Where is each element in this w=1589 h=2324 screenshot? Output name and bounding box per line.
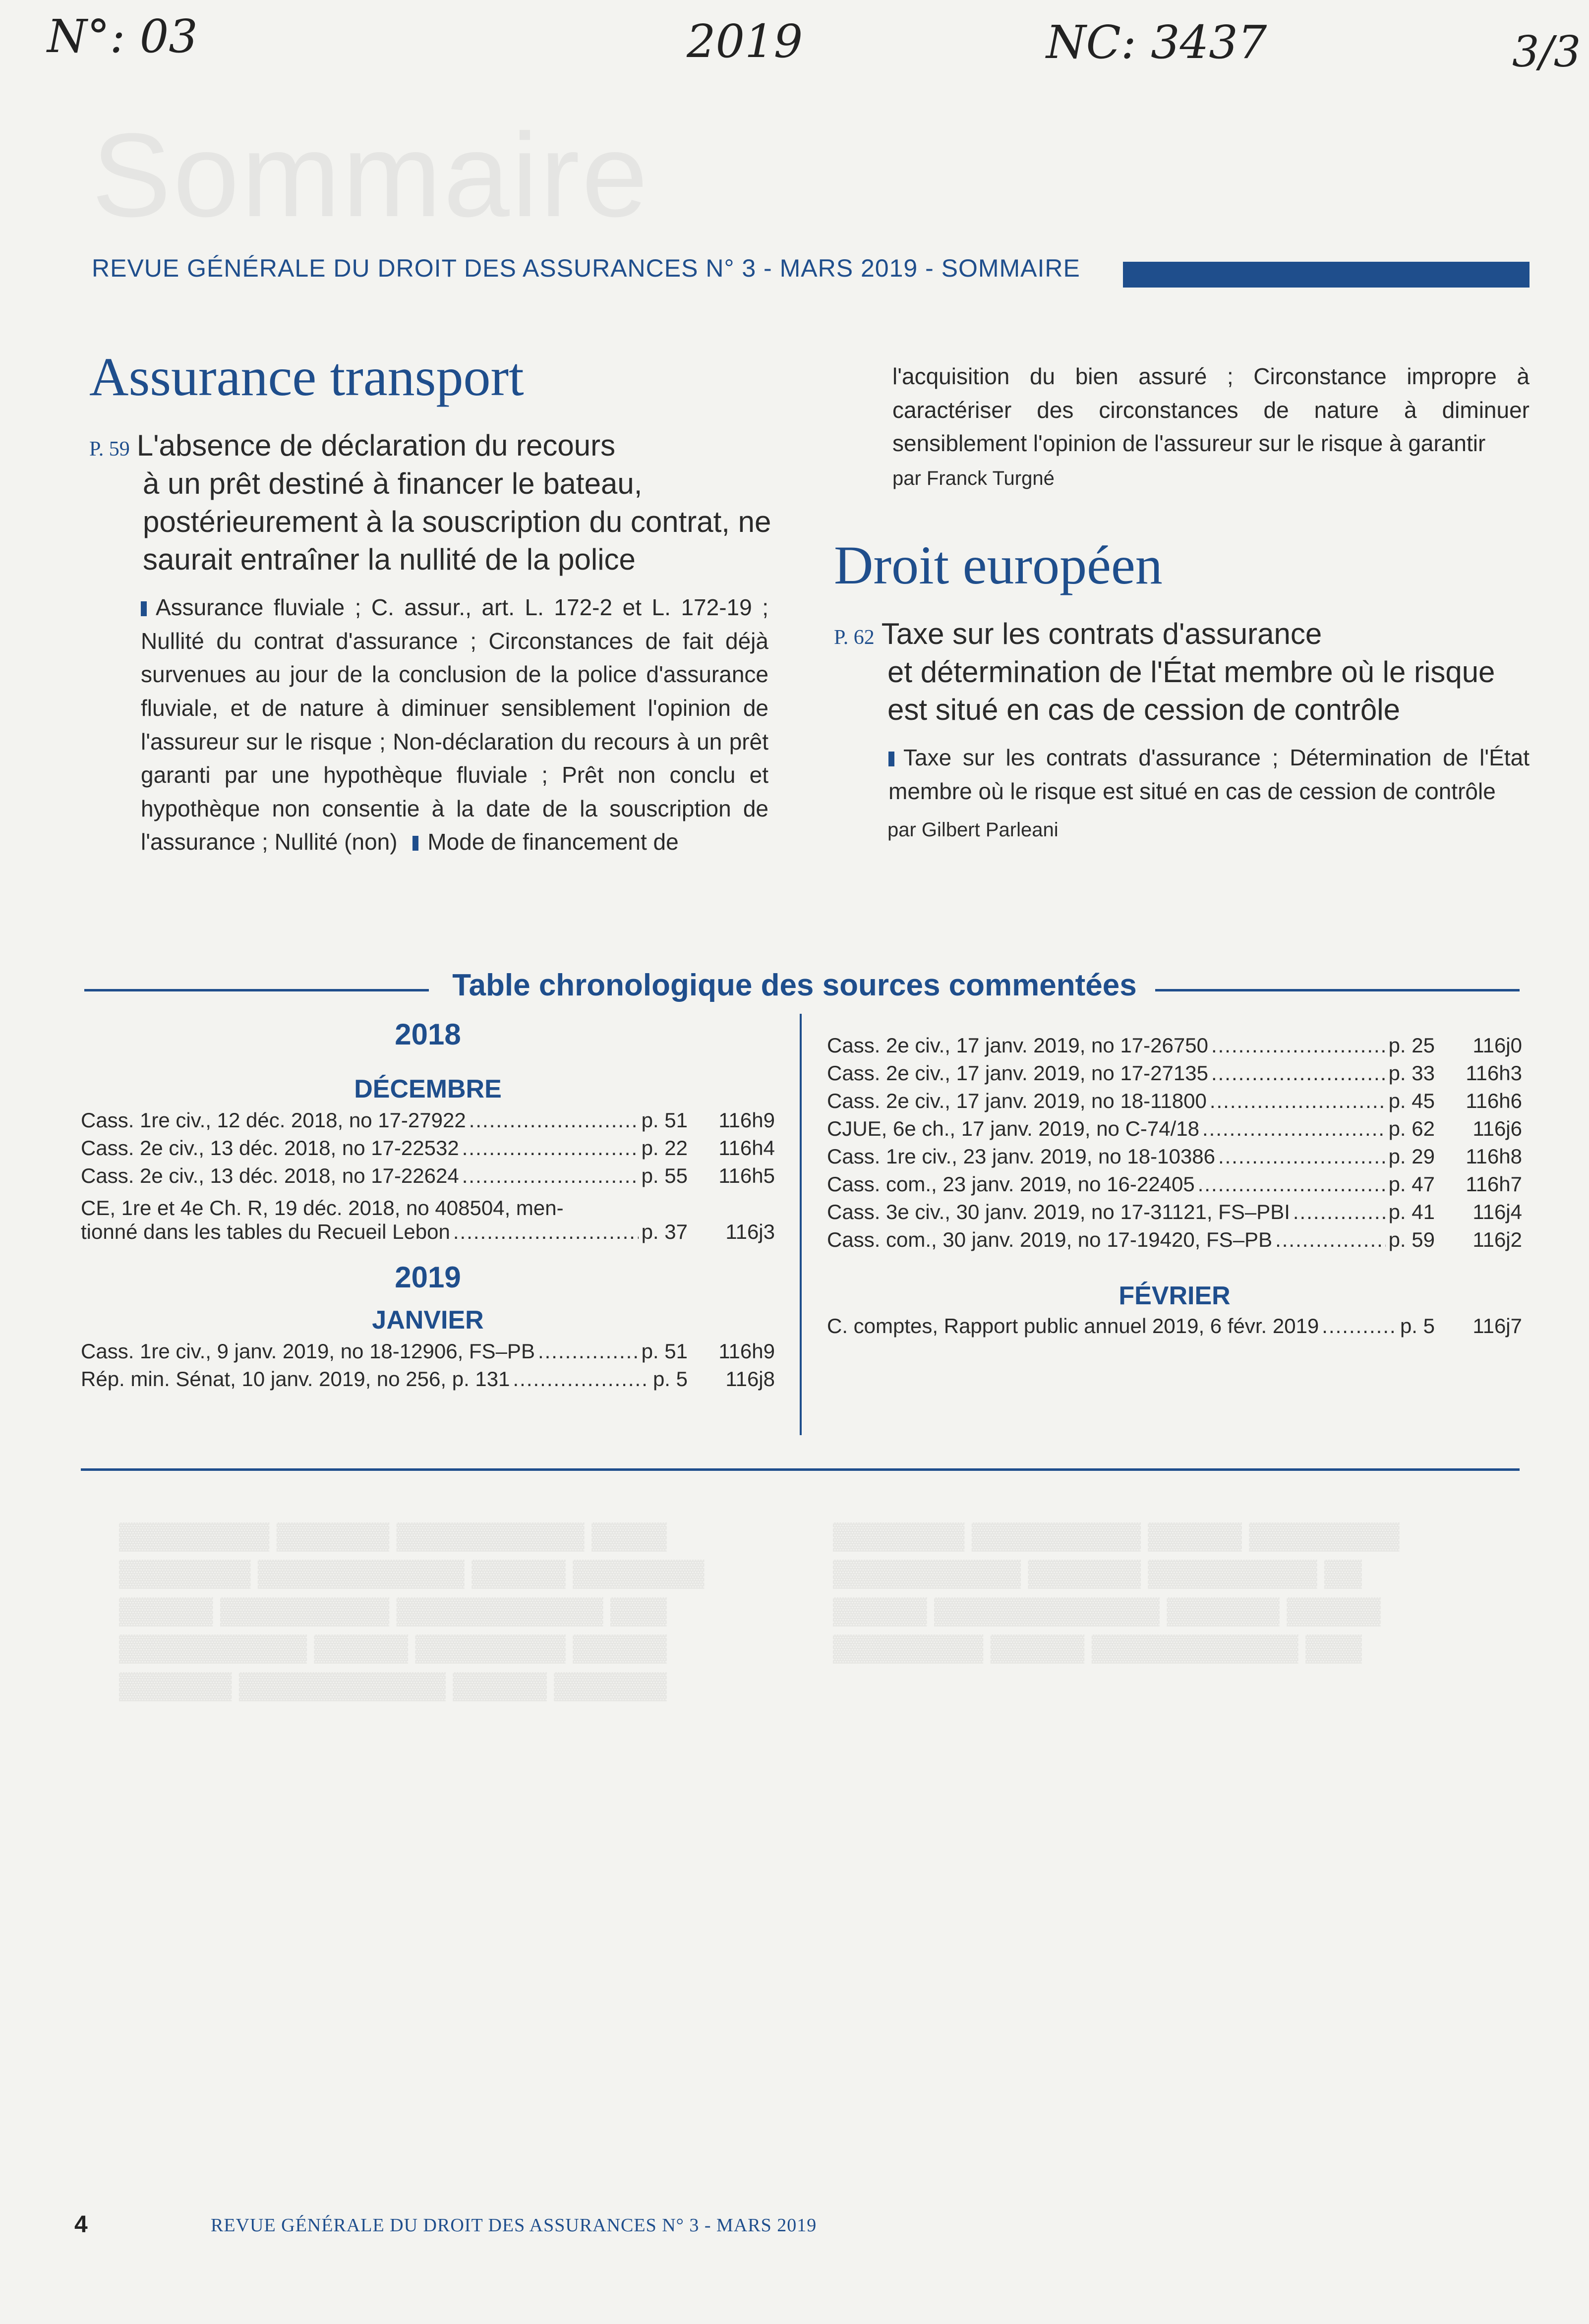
section-title: Assurance transport [89,347,524,407]
table-title-rule-right [1155,989,1520,991]
footer-journal: REVUE GÉNÉRALE DU DROIT DES ASSURANCES N° 3 - MARS 2019 [211,2215,817,2236]
handwritten-nc: NC: 3437 [1046,16,1267,69]
page-ref: P. 62 [834,626,875,649]
show-through-text: ▓▓▓▓▓▓▓ ▓▓▓▓▓▓▓▓▓ ▓▓▓▓▓ ▓▓▓▓▓▓▓▓ ▓▓▓▓▓▓▓▓▓▓ ▓▓▓▓▓▓ ▓▓▓▓▓▓▓▓▓ ▓▓ ▓▓▓▓▓ ▓▓▓▓▓▓▓▓▓▓▓▓ ▓▓▓▓▓▓ ▓▓▓▓▓ ▓▓▓▓▓▓▓▓ ▓▓▓▓▓ ▓▓▓▓▓▓▓▓▓▓▓ ▓▓▓ [833,1521,1400,1662]
section-title-droit-europeen: Droit européen [834,534,1163,595]
table-left-column [81,1017,775,1396]
list-item: Cass. 1re civ., 12 déc. 2018, no 17-27922 ..... p. 51 116h9 [81,1110,775,1138]
article-headline [89,427,783,579]
journal-header: REVUE GÉNÉRALE DU DROIT DES ASSURANCES N° 3 - MARS 2019 - SOMMAIRE [92,254,1080,282]
list-item: Cass. 2e civ., 17 janv. 2019, no 17-26750 ..... p. 25 116j0 [827,1035,1522,1063]
list-item: Cass. 2e civ., 17 janv. 2019, no 18-11800 ..... p. 45 116h6 [827,1091,1522,1118]
list-item: Cass. 3e civ., 30 janv. 2019, no 17-31121, FS–PBI ..... p. 41 116j4 [827,1202,1522,1229]
list-item: Cass. 1re civ., 9 janv. 2019, no 18-12906, FS–PB ..... p. 51 116h9 [81,1341,775,1369]
month-heading-decembre: DÉCEMBRE [354,1075,502,1104]
right-column [834,360,1530,841]
table-bottom-rule [81,1468,1520,1471]
article-headline-europeen [834,615,1530,729]
list-item: Cass. 2e civ., 17 janv. 2019, no 17-27135 ..... p. 33 116h3 [827,1063,1522,1091]
bullet-square [141,601,147,616]
feb-entries [827,1316,1522,1343]
abstract-part-2-start: Mode de financement de [427,829,679,855]
month-heading-janvier: JANVIER [372,1306,484,1335]
section-assurance-transport [89,347,783,859]
list-item: C. comptes, Rapport public annuel 2019, 6 févr. 2019 ..... p. 5 116j7 [827,1316,1522,1343]
show-through-title: Sommaire [92,109,650,241]
article-author: par Franck Turgné [892,467,1055,489]
year-heading-2019: 2019 [395,1261,461,1294]
abstract-continuation: l'acquisition du bien assuré ; Circonstance impropre à caractériser des circonstances de nature à diminuer sensiblement l'opinion de l'assureur sur le risque à garantir [892,363,1530,457]
list-item: tionné dans les tables du Recueil Lebon ..... p. 37 116j3 [81,1221,775,1249]
abstract-part-1: Assurance fluviale ; C. assur., art. L. 172-2 et L. 172-19 ; Nullité du contrat d'assurance ; Circonstances de fait déjà survenues au jour de la conclusion de la police d'assurance fluviale, et de nature à diminuer sensiblement l'opinion de l'assureur sur le risque ; Non-déclaration du recours à un prêt garanti par une hypothèque fluviale ; Prêt non conclu et hypothèque non consentie à la date de la souscription de l'assurance ; Nullité (non) [141,594,768,855]
table-right-column [827,1035,1522,1343]
list-item: CE, 1re et 4e Ch. R, 19 déc. 2018, no 408504, men- [81,1196,564,1220]
page-ref: P. 59 [89,438,130,461]
dec-entries [81,1110,775,1249]
list-item: Cass. 2e civ., 13 déc. 2018, no 17-22532 ..... p. 22 116h4 [81,1138,775,1165]
list-item: CJUE, 6e ch., 17 janv. 2019, no C-74/18 ..... p. 62 116j6 [827,1118,1522,1146]
article-abstract [89,591,768,859]
handwritten-number: N°: 03 [47,10,198,63]
article-author-europeen: par Gilbert Parleani [887,819,1059,841]
page-number: 4 [74,2211,88,2238]
list-item: Cass. com., 23 janv. 2019, no 16-22405 ..... p. 47 116h7 [827,1174,1522,1202]
article-abstract-europeen [888,741,1530,808]
year-heading-2018: 2018 [395,1018,461,1051]
show-through-text: ▓▓▓▓▓▓▓▓ ▓▓▓▓▓▓ ▓▓▓▓▓▓▓▓▓▓ ▓▓▓▓ ▓▓▓▓▓▓▓ ▓▓▓▓▓▓▓▓▓▓▓ ▓▓▓▓▓ ▓▓▓▓▓▓▓ ▓▓▓▓▓ ▓▓▓▓▓▓▓▓▓ ▓▓▓▓▓▓▓▓▓▓▓ ▓▓▓ ▓▓▓▓▓▓▓▓▓▓ ▓▓▓▓▓ ▓▓▓▓▓▓▓▓ ▓▓▓▓▓ ▓▓▓▓▓▓ ▓▓▓▓▓▓▓▓▓▓▓ ▓▓▓▓▓ ▓▓▓▓▓▓ [119,1521,705,1699]
list-item: Cass. 2e civ., 13 déc. 2018, no 17-22624 ..... p. 55 116h5 [81,1165,775,1193]
headline-rest: et détermination de l'État membre où le risque est situé en cas de cession de contrôle [887,655,1495,727]
jan-entries-right [827,1035,1522,1257]
jan-entries-left [81,1341,775,1396]
handwritten-fraction: 3/3 [1512,27,1581,77]
handwritten-year: 2019 [687,15,803,68]
headline-line-1: L'absence de déclaration du recours [136,429,616,462]
list-item: Cass. com., 30 janv. 2019, no 17-19420, FS–PB ..... p. 59 116j2 [827,1229,1522,1257]
header-bar [1123,262,1530,288]
table-title: Table chronologique des sources commentées [452,968,1137,1002]
headline-rest: à un prêt destiné à financer le bateau, postérieurement à la souscription du contrat, ne saurait entraîner la nullité de la police [143,466,771,577]
abstract-text: Taxe sur les contrats d'assurance ; Détermination de l'État membre où le risque est situé en cas de cession de contrôle [888,745,1530,804]
month-heading-fevrier: FÉVRIER [1118,1281,1231,1310]
list-item: Rép. min. Sénat, 10 janv. 2019, no 256, p. 131 ..... p. 5 116j8 [81,1369,775,1396]
bullet-square [412,836,418,851]
list-item: Cass. 1re civ., 23 janv. 2019, no 18-10386 ..... p. 29 116h8 [827,1146,1522,1174]
headline-line-1: Taxe sur les contrats d'assurance [881,617,1322,650]
bullet-square [888,752,894,766]
table-column-divider [800,1014,802,1435]
